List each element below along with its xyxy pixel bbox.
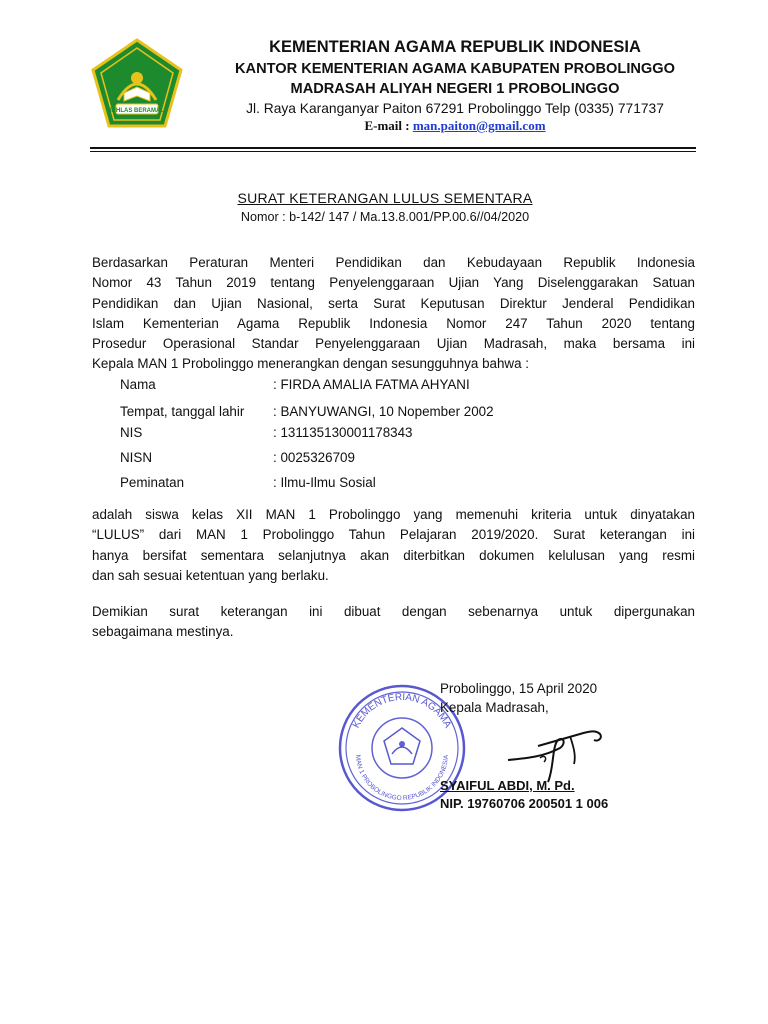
statement-paragraph	[92, 505, 695, 586]
paragraph-line: Berdasarkan Peraturan Menteri Pendidikan dan Kebudayaan Republik Indonesia	[92, 255, 695, 270]
field-value: : 0025326709	[273, 450, 355, 465]
paragraph-line: Prosedur Operasional Standar Penyelenggaraan Ujian Madrasah, maka bersama ini	[92, 336, 695, 352]
paragraph-line: Kepala MAN 1 Probolinggo menerangkan dengan sesungguhnya bahwa :	[92, 356, 529, 372]
email-label: E-mail :	[364, 118, 413, 133]
field-label: NISN	[120, 450, 152, 465]
kemenag-logo	[90, 38, 184, 130]
field-label: Peminatan	[120, 475, 185, 490]
closing-paragraph	[92, 602, 695, 643]
office-name: KANTOR KEMENTERIAN AGAMA KABUPATEN PROBOLINGGO	[235, 61, 675, 77]
field-label: NIS	[120, 425, 143, 440]
header-rule-thick	[90, 147, 696, 149]
paragraph-line: “LULUS” dari MAN 1 Probolinggo Tahun Pelajaran 2019/2020. Surat keterangan ini	[92, 527, 695, 543]
opening-paragraph	[92, 253, 695, 375]
signatory-nip: NIP. 19760706 200501 1 006	[440, 796, 609, 811]
email-line	[200, 118, 710, 134]
logo-motto: IKHLAS BERAMAL	[110, 108, 164, 114]
field-label: Tempat, tanggal lahir	[120, 404, 245, 419]
paragraph-line: hanya bersifat sementara selanjutnya akan diterbitkan dokumen kelulusan yang resmi	[92, 547, 695, 563]
paragraph-line: adalah siswa kelas XII MAN 1 Probolinggo yang memenuhi kriteria untuk dinyatakan	[92, 507, 695, 522]
stamp-bottom-text: MAN 1 PROBOLINGGO REPUBLIK INDONESIA	[353, 754, 451, 803]
paragraph-line: sebagaimana mestinya.	[92, 624, 234, 640]
paragraph-line: dan sah sesuai ketentuan yang berlaku.	[92, 567, 329, 583]
paragraph-line: Nomor 43 Tahun 2019 tentang Penyelenggaraan Ujian Yang Diselenggarakan Satuan	[92, 275, 695, 291]
field-label: Nama	[120, 377, 156, 392]
school-address: Jl. Raya Karanganyar Paiton 67291 Probolinggo Telp (0335) 771737	[246, 101, 664, 116]
header-rule-thin	[90, 151, 696, 152]
paragraph-line: Pendidikan dan Ujian Nasional, serta Surat Keputusan Direktur Jenderal Pendidikan	[92, 295, 695, 311]
signatory-name: SYAIFUL ABDI, M. Pd.	[440, 778, 575, 793]
signature-place-date: Probolinggo, 15 April 2020	[440, 681, 598, 696]
school-name: MADRASAH ALIYAH NEGERI 1 PROBOLINGGO	[290, 81, 620, 97]
field-value: : BANYUWANGI, 10 Nopember 2002	[273, 404, 494, 419]
field-value: : FIRDA AMALIA FATMA AHYANI	[273, 377, 470, 392]
stamp-top-text: KEMENTERIAN AGAMA	[350, 691, 454, 730]
paragraph-line: Islam Kementerian Agama Republik Indonesia Nomor 247 Tahun 2020 tentang	[92, 315, 695, 331]
letter-title-text: SURAT KETERANGAN LULUS SEMENTARA	[237, 190, 533, 206]
field-value: : Ilmu-Ilmu Sosial	[273, 475, 376, 490]
letter-title	[150, 190, 620, 206]
email-link[interactable]: man.paiton@gmail.com	[412, 118, 546, 133]
paragraph-line: Demikian surat keterangan ini dibuat dengan sebenarnya untuk dipergunakan	[92, 604, 695, 619]
signature-role: Kepala Madrasah,	[440, 700, 549, 715]
field-value: : 131135130001178343	[273, 425, 413, 440]
ministry-name: KEMENTERIAN AGAMA REPUBLIK INDONESIA	[269, 38, 641, 56]
letter-number: Nomor : b-142/ 147 / Ma.13.8.001/PP.00.6//04/2020	[240, 210, 530, 224]
